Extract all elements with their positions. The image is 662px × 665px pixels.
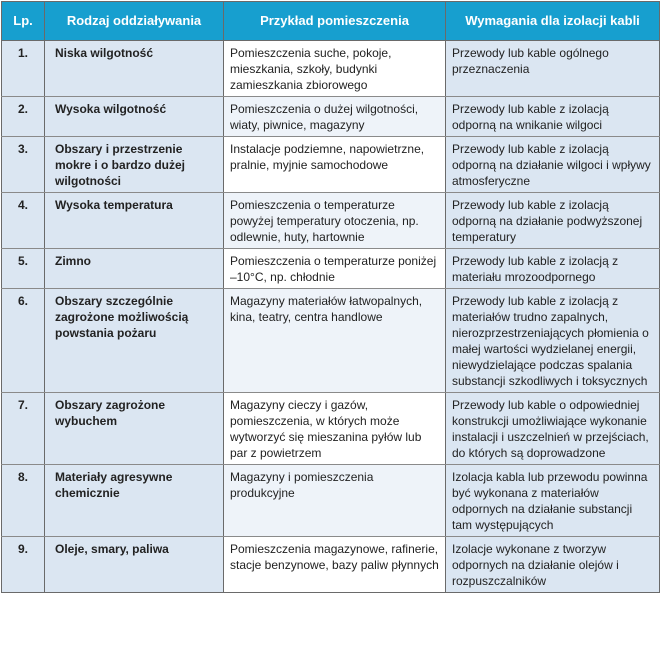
row-requirement: Przewody lub kable z izolacją z materiału mrozoodpornego [446,249,660,289]
table-row [2,137,660,193]
header-kind: Rodzaj oddziaływania [45,2,224,41]
row-example: Magazyny i pomieszczenia produkcyjne [224,465,446,537]
row-number: 7. [2,393,45,465]
table-row [2,393,660,465]
cable-insulation-requirements-table [1,1,660,593]
row-example: Pomieszczenia o temperaturze powyżej temperatury otoczenia, np. odlewnie, huty, hartownie [224,193,446,249]
header-example: Przykład pomieszczenia [224,2,446,41]
row-kind: Niska wilgotność [45,41,224,97]
table-body [2,41,660,593]
row-number: 8. [2,465,45,537]
row-requirement: Izolacja kabla lub przewodu powinna być wykonana z materiałów odpornych na działanie substancji tam występujących [446,465,660,537]
row-number: 1. [2,41,45,97]
row-number: 5. [2,249,45,289]
row-requirement: Przewody lub kable z izolacją odporną na wnikanie wilgoci [446,97,660,137]
row-requirement: Przewody lub kable ogólnego przeznaczenia [446,41,660,97]
table-row [2,193,660,249]
table-row [2,97,660,137]
table-row [2,249,660,289]
row-kind: Oleje, smary, paliwa [45,537,224,593]
row-kind: Obszary zagrożone wybuchem [45,393,224,465]
row-example: Instalacje podziemne, napowietrzne, pralnie, myjnie samochodowe [224,137,446,193]
row-number: 9. [2,537,45,593]
row-requirement: Przewody lub kable z izolacją odporną na działanie wilgoci i wpływy atmosferyczne [446,137,660,193]
row-requirement: Przewody lub kable z izolacją odporną na działanie podwyższonej temperatury [446,193,660,249]
row-requirement: Przewody lub kable z izolacją z materiałów trudno zapalnych, nierozprzestrzeniających płomienia o małej wartości wydzielanej energii, niewydzielające podczas spalania substancji szkodliwych i toksycznych [446,289,660,393]
row-example: Pomieszczenia o temperaturze poniżej –10°C, np. chłodnie [224,249,446,289]
row-number: 2. [2,97,45,137]
table-row [2,537,660,593]
row-kind: Obszary szczególnie zagrożone możliwością powstania pożaru [45,289,224,393]
table-row [2,41,660,97]
row-number: 6. [2,289,45,393]
header-row [2,2,660,41]
table-header [2,2,660,41]
row-example: Magazyny materiałów łatwopalnych, kina, teatry, centra handlowe [224,289,446,393]
row-requirement: Izolacje wykonane z tworzyw odpornych na działanie olejów i rozpuszczalników [446,537,660,593]
row-number: 3. [2,137,45,193]
row-kind: Wysoka temperatura [45,193,224,249]
row-requirement: Przewody lub kable o odpowiedniej konstrukcji umożliwiające wykonanie instalacji i uszczelnień w przejściach, do których są doprowadzone [446,393,660,465]
row-kind: Wysoka wilgotność [45,97,224,137]
row-kind: Materiały agresywne chemicznie [45,465,224,537]
row-example: Pomieszczenia magazynowe, rafinerie, stacje benzynowe, bazy paliw płynnych [224,537,446,593]
header-requirement: Wymagania dla izolacji kabli [446,2,660,41]
header-lp: Lp. [2,2,45,41]
row-kind: Obszary i przestrzenie mokre i o bardzo dużej wilgotności [45,137,224,193]
row-example: Magazyny cieczy i gazów, pomieszczenia, w których może wytworzyć się mieszanina pyłów lub par z powietrzem [224,393,446,465]
row-kind: Zimno [45,249,224,289]
row-example: Pomieszczenia o dużej wilgotności, wiaty, piwnice, magazyny [224,97,446,137]
row-example: Pomieszczenia suche, pokoje, mieszkania, szkoły, budynki zamieszkania zbiorowego [224,41,446,97]
row-number: 4. [2,193,45,249]
table-row [2,465,660,537]
table-row [2,289,660,393]
